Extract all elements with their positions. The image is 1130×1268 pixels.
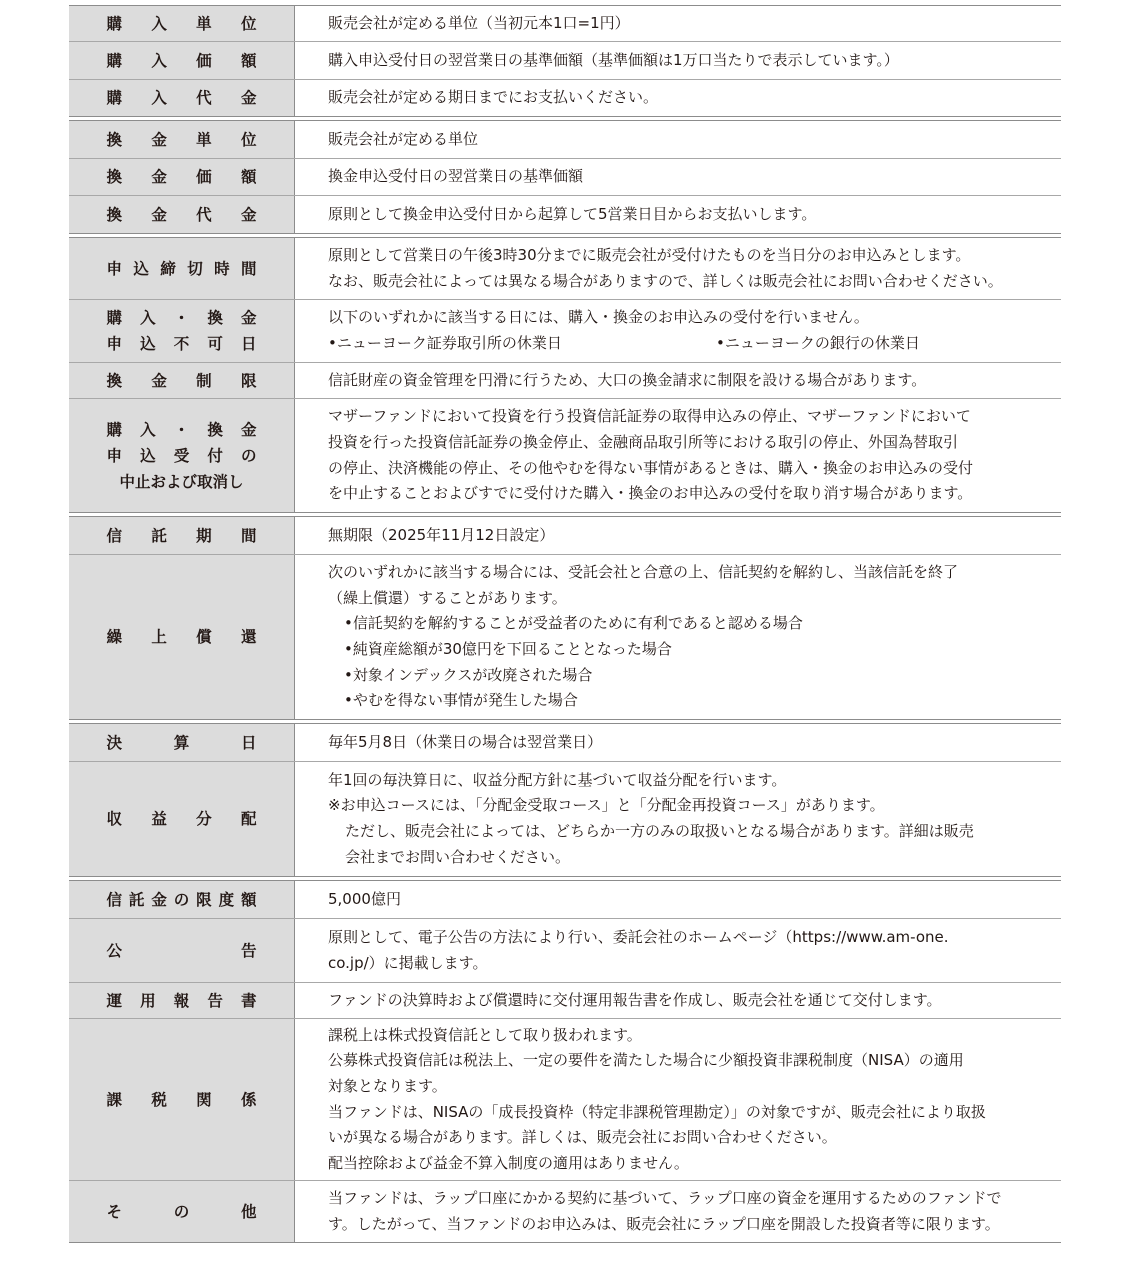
row-label-line: 購入・換金 xyxy=(106,420,257,439)
row-label-line: そ の 他 xyxy=(106,1202,257,1221)
bullet-item: •信託契約を解約することが受益者のために有利であると認める場合 xyxy=(344,614,803,633)
row-label xyxy=(69,159,295,195)
value-line: 公募株式投資信託は税法上、一定の要件を満たした場合に少額投資非課税制度（NISA）の適用 xyxy=(328,1051,964,1070)
row-value xyxy=(295,196,1061,233)
row-value xyxy=(295,724,1061,761)
row-label xyxy=(69,80,295,116)
table-row xyxy=(69,761,1061,876)
row-label-line: 申込不可日 xyxy=(106,335,257,353)
table-row xyxy=(69,195,1061,233)
value-line: 配当控除および益金不算入制度の適用はありません。 xyxy=(328,1153,689,1172)
table-section xyxy=(69,516,1061,720)
row-label-line: 収 益 分 配 xyxy=(106,810,257,828)
row-value xyxy=(295,159,1061,195)
table-row xyxy=(69,982,1061,1018)
row-value xyxy=(295,919,1061,982)
table-row xyxy=(69,724,1061,761)
table-row xyxy=(69,398,1061,512)
value-line: 5,000億円 xyxy=(328,889,401,908)
value-line: 購入申込受付日の翌営業日の基準価額（基準価額は1万口当たりで表示しています。） xyxy=(328,50,899,69)
table-row xyxy=(69,362,1061,398)
value-line: ファンドの決算時および償還時に交付運用報告書を作成し、販売会社を通じて交付します。 xyxy=(328,990,942,1009)
row-value xyxy=(295,983,1061,1018)
value-line: 原則として換金申込受付日から起算して5営業日目からお支払いします。 xyxy=(328,204,817,223)
value-line: を中止することおよびすでに受付けた購入・換金のお申込みの受付を取り消す場合があります。 xyxy=(328,484,973,503)
row-value xyxy=(295,762,1061,876)
value-line: co.jp/）に掲載します。 xyxy=(328,953,488,972)
table-row xyxy=(69,79,1061,116)
row-label xyxy=(69,1181,295,1242)
row-label-line: 購 入 代 金 xyxy=(106,89,257,107)
row-value xyxy=(295,300,1061,362)
row-label-line: 購 入 単 位 xyxy=(106,14,257,33)
row-label-line: 決 算 日 xyxy=(106,733,257,752)
table-row xyxy=(69,1180,1061,1242)
row-label-line: 購入・換金 xyxy=(106,309,257,327)
value-line: 販売会社が定める単位（当初元本1口=1円） xyxy=(328,13,630,32)
value-line: す。したがって、当ファンドのお申込みは、販売会社にラップ口座を開設した投資者等に限ります。 xyxy=(328,1214,1000,1233)
table-row xyxy=(69,41,1061,79)
value-line: 原則として営業日の午後3時30分までに販売会社が受付けたものを当日分のお申込みとします。 xyxy=(328,245,971,264)
table-section xyxy=(69,880,1061,1243)
value-line: 無期限（2025年11月12日設定） xyxy=(328,525,555,544)
row-label-line: 公 告 xyxy=(106,941,257,960)
bullet-item: •対象インデックスが改廃された場合 xyxy=(344,665,593,684)
value-line: の停止、決済機能の停止、その他やむを得ない事情があるときは、購入・換金のお申込みの受付 xyxy=(328,458,974,477)
row-label-line: 中止および取消し xyxy=(119,472,244,491)
table-section xyxy=(69,723,1061,877)
row-value xyxy=(295,6,1061,41)
row-label xyxy=(69,555,295,719)
row-label-line: 運用報告書 xyxy=(106,991,257,1010)
row-label xyxy=(69,300,295,362)
value-line: 次のいずれかに該当する場合には、受託会社と合意の上、信託契約を解約し、当該信託を終了 xyxy=(328,563,959,582)
table-row xyxy=(69,158,1061,195)
table-row xyxy=(69,517,1061,554)
row-label-line: 購 入 価 額 xyxy=(106,51,257,70)
table-row xyxy=(69,238,1061,299)
fund-terms-table xyxy=(69,5,1061,1243)
row-label xyxy=(69,983,295,1018)
value-line: 投資を行った投資信託証券の換金停止、金融商品取引所等における取引の停止、外国為替取引 xyxy=(328,432,959,451)
row-label-line: 換 金 単 位 xyxy=(106,130,257,149)
value-line: （繰上償還）することがあります。 xyxy=(328,588,567,607)
table-row xyxy=(69,1018,1061,1180)
row-label xyxy=(69,762,295,876)
bullet-pair xyxy=(328,331,1035,357)
table-row xyxy=(69,299,1061,362)
row-value xyxy=(295,121,1061,158)
row-label-line: 申込締切時間 xyxy=(106,259,257,278)
row-value xyxy=(295,555,1061,719)
row-label xyxy=(69,121,295,158)
row-label-line: 信託金の限度額 xyxy=(106,890,257,909)
row-value xyxy=(295,399,1061,512)
table-section xyxy=(69,120,1061,234)
row-label xyxy=(69,42,295,79)
row-value xyxy=(295,42,1061,79)
row-label-line: 申込受付の xyxy=(106,446,257,465)
value-line: 原則として、電子公告の方法により行い、委託会社のホームページ（https://www.am-one. xyxy=(328,927,949,946)
row-value xyxy=(295,363,1061,398)
note-line: 会社までお問い合わせください。 xyxy=(345,847,571,866)
row-label xyxy=(69,238,295,299)
row-value xyxy=(295,517,1061,554)
row-label xyxy=(69,881,295,918)
row-label xyxy=(69,724,295,761)
value-line: 以下のいずれかに該当する日には、購入・換金のお申込みの受付を行いません。 xyxy=(328,308,869,327)
value-line: 課税上は株式投資信託として取り扱われます。 xyxy=(328,1025,642,1044)
row-value xyxy=(295,80,1061,116)
value-line: なお、販売会社によっては異なる場合がありますので、詳しくは販売会社にお問い合わせください。 xyxy=(328,271,1003,290)
row-label xyxy=(69,1019,295,1180)
row-label-line: 繰 上 償 還 xyxy=(106,628,257,646)
note-line: ただし、販売会社によっては、どちらか一方のみの取扱いとなる場合があります。詳細は販売 xyxy=(345,822,974,840)
row-label xyxy=(69,363,295,398)
row-label-line: 換 金 価 額 xyxy=(106,168,257,186)
row-label xyxy=(69,919,295,982)
value-line: 信託財産の資金管理を円滑に行うため、大口の換金請求に制限を設ける場合があります。 xyxy=(328,370,927,389)
row-label xyxy=(69,6,295,41)
value-line: 換金申込受付日の翌営業日の基準価額 xyxy=(328,167,584,186)
bullet-item: •やむを得ない事情が発生した場合 xyxy=(344,691,578,710)
value-line: 当ファンドは、NISAの「成長投資枠（特定非課税管理勘定）」の対象ですが、販売会社により取扱 xyxy=(328,1102,986,1121)
value-line: 年1回の毎決算日に、収益分配方針に基づいて収益分配を行います。 xyxy=(328,770,787,789)
table-section xyxy=(69,5,1061,117)
row-label xyxy=(69,196,295,233)
bullet-item: •ニューヨーク証券取引所の休業日 xyxy=(328,334,562,352)
row-label-line: 信 託 期 間 xyxy=(106,526,257,545)
row-label xyxy=(69,399,295,512)
table-row xyxy=(69,554,1061,719)
row-label-line: 換 金 代 金 xyxy=(106,205,257,224)
value-line: 当ファンドは、ラップ口座にかかる契約に基づいて、ラップ口座の資金を運用するためのファンドで xyxy=(328,1188,1002,1207)
bullet-item: •ニューヨークの銀行の休業日 xyxy=(716,334,920,352)
table-row xyxy=(69,881,1061,918)
value-line: マザーファンドにおいて投資を行う投資信託証券の取得申込みの停止、マザーファンドにおいて xyxy=(328,407,971,426)
row-label xyxy=(69,517,295,554)
value-line: 毎年5月8日（休業日の場合は翌営業日） xyxy=(328,732,603,751)
table-section xyxy=(69,237,1061,513)
table-row xyxy=(69,918,1061,982)
row-value xyxy=(295,238,1061,299)
row-label-line: 換 金 制 限 xyxy=(106,371,257,390)
bullet-item: •純資産総額が30億円を下回ることとなった場合 xyxy=(344,640,672,658)
table-row xyxy=(69,121,1061,158)
table-row xyxy=(69,6,1061,41)
value-line: いが異なる場合があります。詳しくは、販売会社にお問い合わせください。 xyxy=(328,1128,837,1147)
row-label-line: 課 税 関 係 xyxy=(106,1090,257,1109)
value-line: ※お申込コースには、「分配金受取コース」と「分配金再投資コース」があります。 xyxy=(328,796,885,815)
value-line: 販売会社が定める期日までにお支払いください。 xyxy=(328,88,659,107)
value-line: 対象となります。 xyxy=(328,1076,447,1095)
value-line: 販売会社が定める単位 xyxy=(328,129,479,148)
row-value xyxy=(295,881,1061,918)
row-value xyxy=(295,1019,1061,1180)
row-value xyxy=(295,1181,1061,1242)
